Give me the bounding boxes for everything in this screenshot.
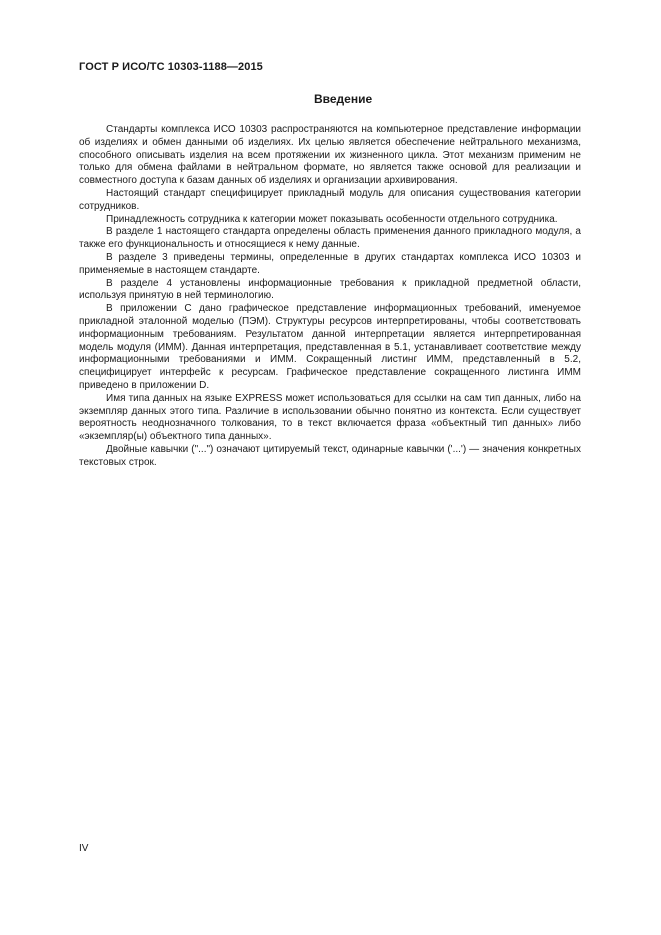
- section-title: Введение: [314, 92, 373, 106]
- paragraph: Двойные кавычки ("...") означают цитируемый текст, одинарные кавычки ('...') — значения конкретных текстовых строк.: [79, 443, 581, 468]
- paragraph: Принадлежность сотрудника к категории может показывать особенности отдельного сотрудника.: [106, 213, 558, 225]
- introduction-body: [79, 124, 581, 470]
- paragraph: Имя типа данных на языке EXPRESS может использоваться для ссылки на сам тип данных, либо на экземпляр данных этого типа. Различие в использовании обычно понятно из контекста. Если существует вероятность неоднозначного толкования, то в текст включается фраза «объектный тип данных» либо «экземпляр(ы) объектного типа данных».: [79, 392, 581, 443]
- paragraph: В разделе 3 приведены термины, определенные в других стандартах комплекса ИСО 10303 и применяемые в настоящем стандарте.: [79, 251, 581, 276]
- paragraph: В приложении С дано графическое представление информационных требований, именуемое прикладной эталонной моделью (ПЭМ). Структуры ресурсов интерпретированы, чтобы соответствовать информационным требованиям. Результатом данной интерпретации является интерпретированная модель модуля (ИММ). Данная интерпретация, представленная в 5.1, устанавливает соответствие между информационными требованиями и ИММ. Сокращенный листинг ИММ, представленный в 5.2, специфицирует интерфейс к ресурсам. Графическое представление сокращенного листинга ИММ приведено в приложении D.: [79, 303, 581, 391]
- page-number: IV: [79, 843, 89, 854]
- paragraph: В разделе 4 установлены информационные требования к прикладной предметной области, используя принятую в ней терминологию.: [79, 277, 581, 302]
- paragraph: Стандарты комплекса ИСО 10303 распространяются на компьютерное представление информации об изделиях и обмен данными об изделиях. Их целью является обеспечение нейтрального механизма, способного описывать изделия на всем протяжении их жизненного цикла. Этот механизм применим не только для обмена файлами в нейтральном формате, но является также основой для реализации и совместного доступа к базам данных об изделиях и организации архивирования.: [79, 124, 581, 187]
- paragraph: В разделе 1 настоящего стандарта определены область применения данного прикладного модуля, а также его функциональность и относящиеся к нему данные.: [79, 226, 581, 251]
- paragraph: Настоящий стандарт специфицирует прикладный модуль для описания существования категории сотрудников.: [79, 187, 581, 212]
- document-code: ГОСТ Р ИСО/ТС 10303-1188—2015: [79, 61, 263, 73]
